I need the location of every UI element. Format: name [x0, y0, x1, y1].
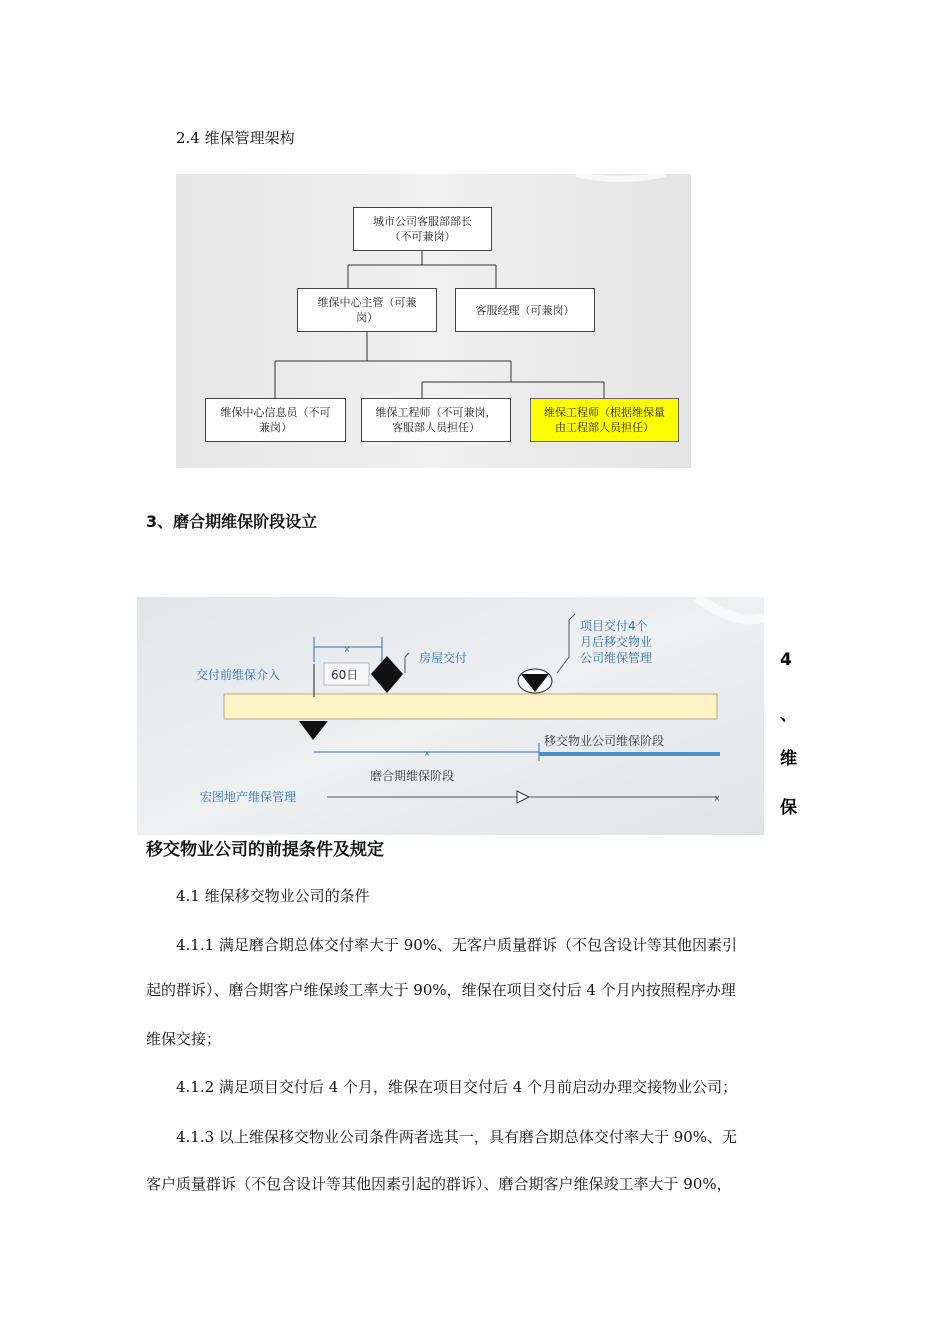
side-char: 保: [780, 798, 797, 818]
section-2-4-heading: 2.4 维保管理架构: [176, 129, 295, 147]
org-node-label: 城市公司客服部部长: [373, 215, 472, 228]
pre-delivery-label: 交付前维保介入: [196, 668, 281, 682]
svg-text:×: ×: [423, 749, 431, 758]
section-4-heading: 移交物业公司的前提条件及规定: [146, 840, 384, 860]
paragraph-4-1-2: 4.1.2 满足项目交付后 4 个月，维保在项目交付后 4 个月前启动办理交接物业公司；: [176, 1078, 738, 1096]
org-node-label: 岗）: [356, 311, 378, 324]
org-node-label: 客服部人员担任）: [392, 421, 480, 434]
days-label: 60日: [331, 668, 359, 682]
org-node-maintenance-supervisor: [297, 288, 437, 332]
org-node-label: 维保中心主管（可兼: [317, 296, 417, 309]
callout-line: 项目交付4个: [580, 619, 648, 633]
side-char: 4: [780, 650, 792, 670]
org-chart: [176, 174, 691, 468]
side-char: 维: [780, 749, 797, 769]
maintenance-timeline: [137, 597, 764, 835]
paragraph-4-1-1-line1: 4.1.1 满足磨合期总体交付率大于 90%、无客户质量群诉（不包含设计等其他因素引: [176, 936, 738, 954]
org-node-cs-manager: [455, 288, 595, 332]
org-node-city-cs-head: [353, 207, 492, 251]
timeline-bar: [224, 694, 717, 719]
callout-line: 公司维保管理: [580, 651, 653, 665]
paragraph-4-1-1-line3: 维保交接；: [146, 1030, 222, 1048]
developer-mgmt-label: 宏图地产维保管理: [200, 790, 297, 804]
org-node-label: 由工程部人员担任）: [555, 421, 654, 434]
section-4-1-heading: 4.1 维保移交物业公司的条件: [176, 887, 370, 905]
section-3-heading: 3、磨合期维保阶段设立: [146, 512, 318, 531]
transfer-callout: [580, 618, 652, 666]
paragraph-4-1-3-line2: 客户质量群诉（不包含设计等其他因素引起的群诉）、磨合期客户维保竣工率大于 90%，: [146, 1175, 732, 1193]
callout-line: 月后移交物业: [580, 635, 653, 649]
paragraph-4-1-3-line1: 4.1.3 以上维保移交物业公司条件两者选其一，具有磨合期总体交付率大于 90%、无: [176, 1128, 738, 1146]
transfer-phase-label: 移交物业公司维保阶段: [544, 734, 665, 748]
breakin-phase-label: 磨合期维保阶段: [370, 769, 455, 783]
org-node-info-officer: [205, 398, 346, 442]
org-node-label: 兼岗）: [259, 421, 292, 434]
org-node-label: 维保工程师（根据维保量: [544, 406, 665, 419]
org-node-label: 维保中心信息员（不可: [220, 406, 331, 419]
house-delivery-label: 房屋交付: [419, 651, 468, 665]
org-node-label: 维保工程师（不可兼岗，: [375, 406, 497, 419]
org-node-label: （不可兼岗）: [389, 230, 456, 243]
paragraph-4-1-1-line2: 起的群诉）、磨合期客户维保竣工率大于 90%，维保在项目交付后 4 个月内按照程序办理: [146, 981, 736, 999]
org-node-engineer-engineering: [530, 398, 679, 442]
org-node-label: 客服经理（可兼岗）: [475, 303, 575, 317]
svg-text:×: ×: [713, 794, 721, 803]
org-node-engineer-cs: [361, 398, 511, 442]
side-char: 、: [780, 705, 797, 725]
svg-text:×: ×: [343, 645, 351, 654]
